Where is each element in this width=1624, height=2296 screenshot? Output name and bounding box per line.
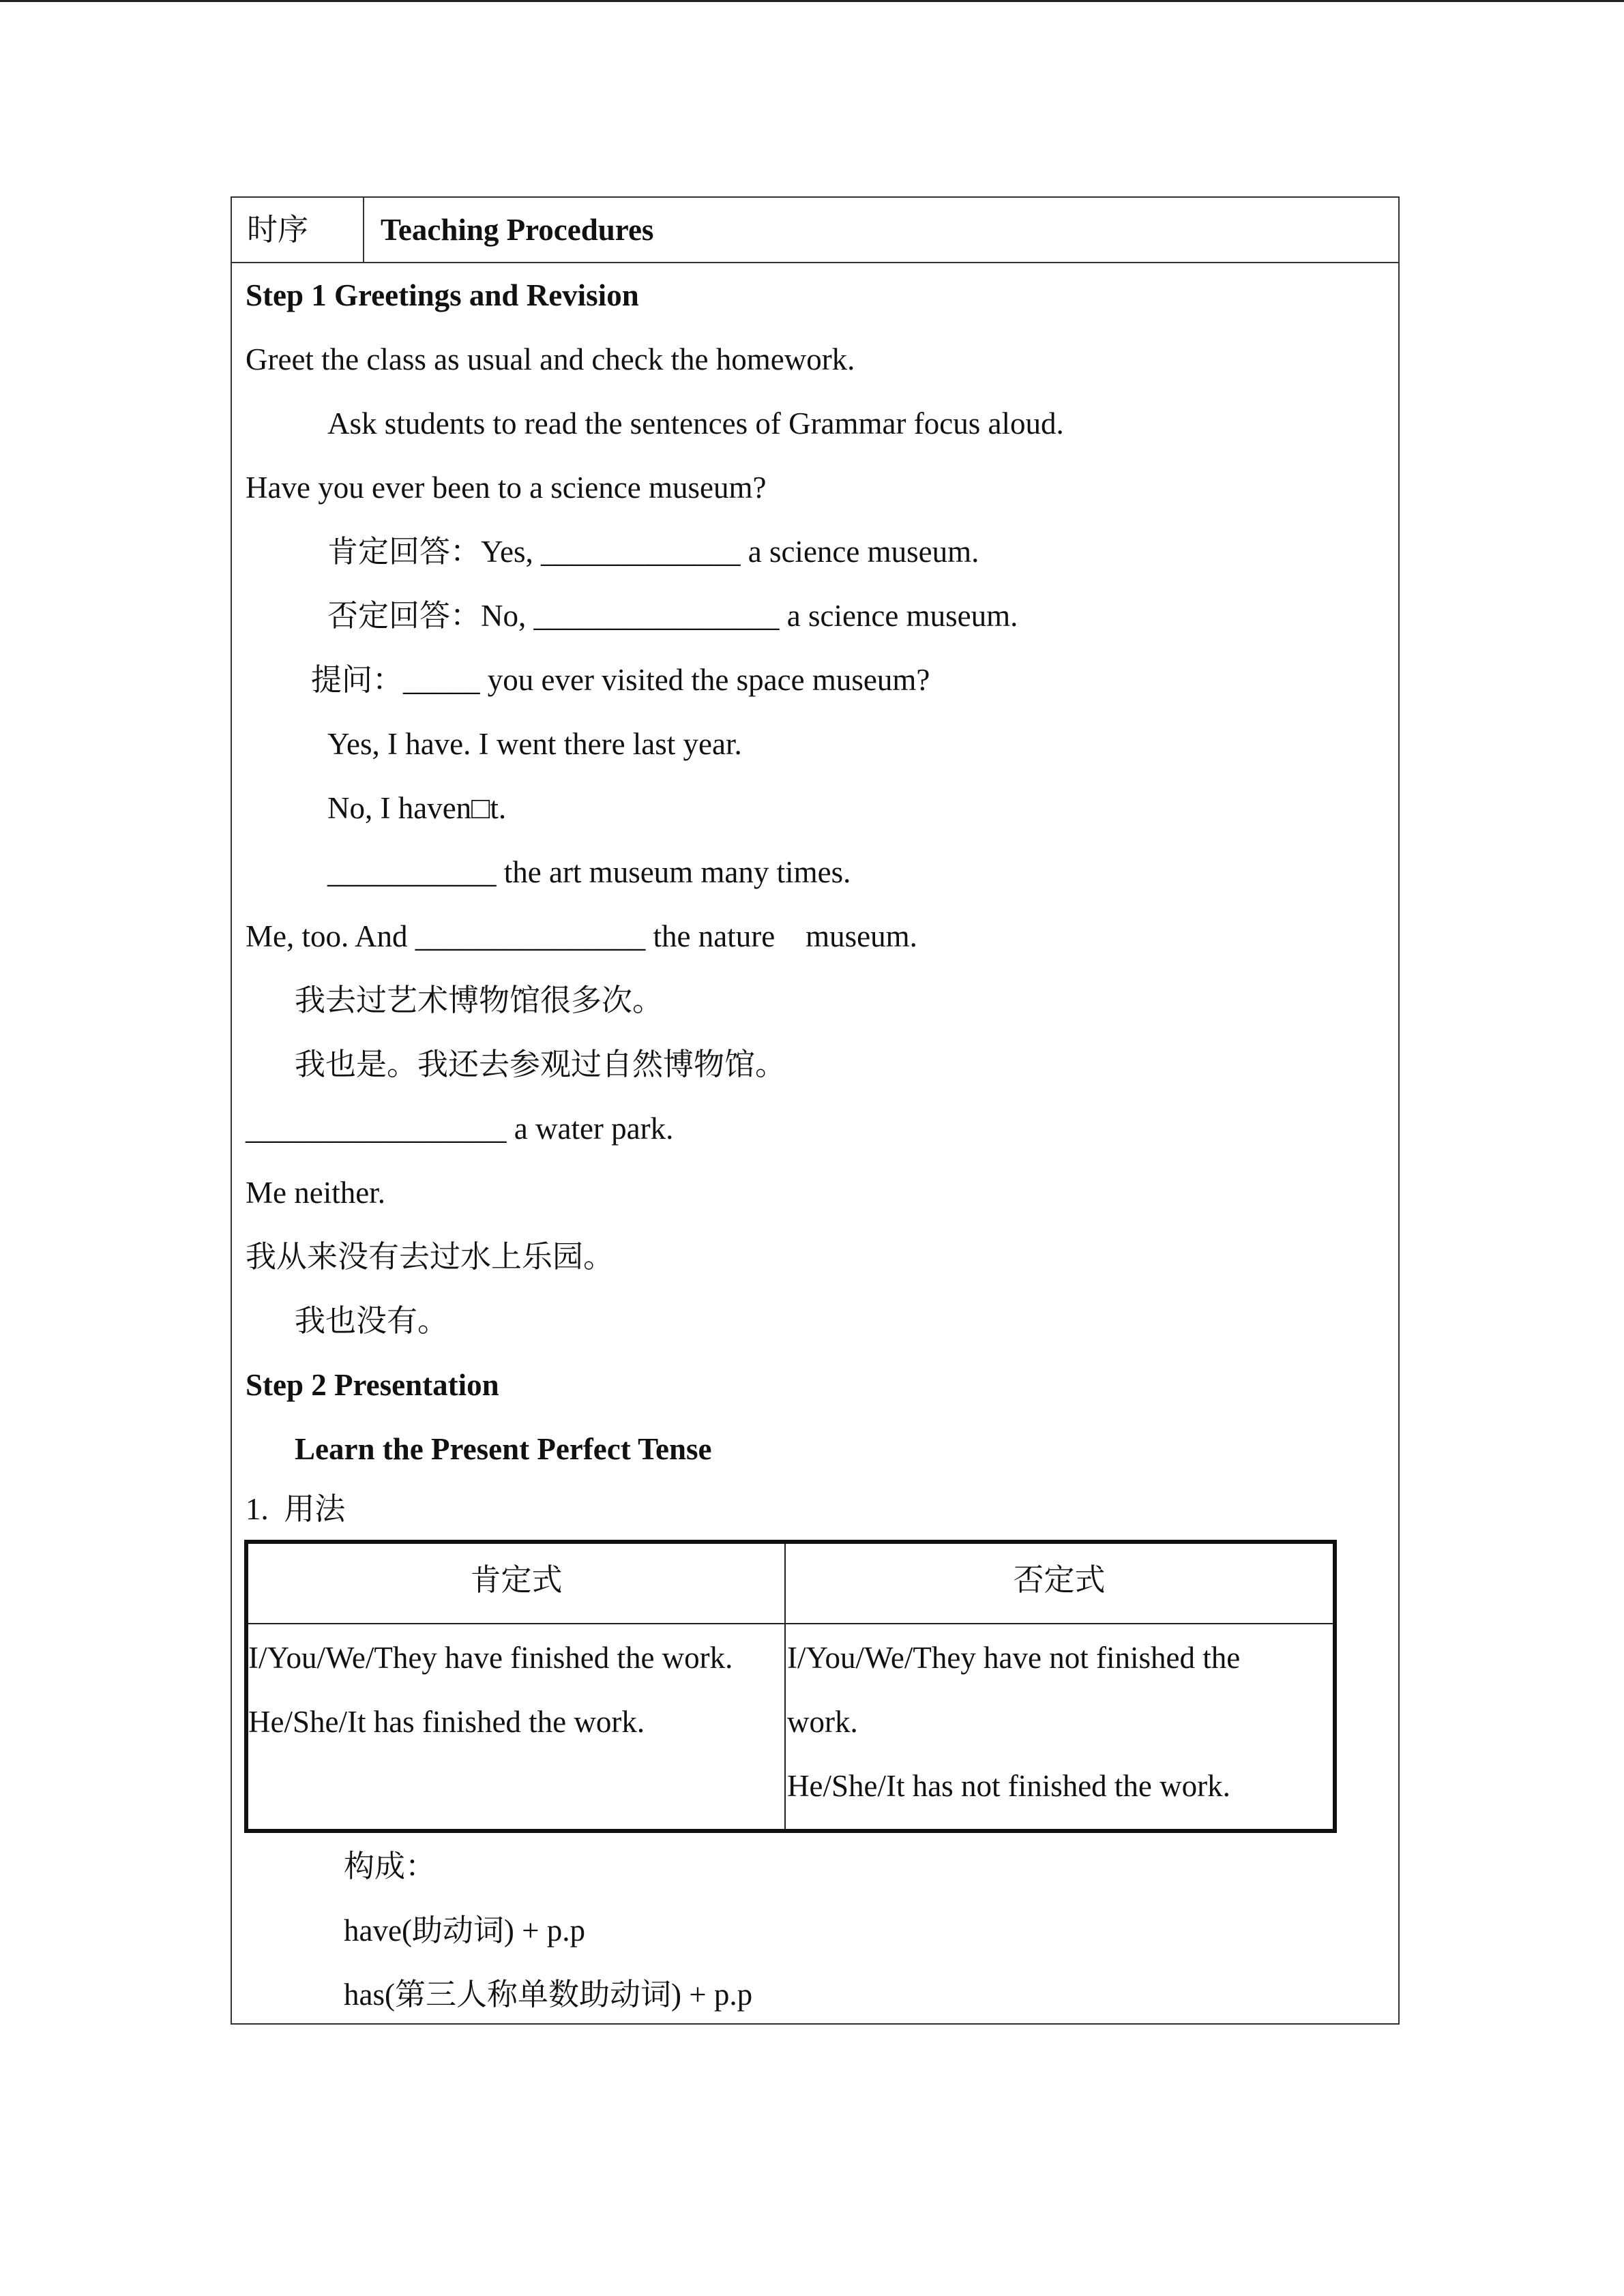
formation-line: has(第三人称单数助动词) + p.p — [344, 1978, 753, 2012]
formation-label: 构成： — [344, 1849, 437, 1883]
affirmative-line: I/You/We/They have finished the work. — [248, 1641, 733, 1675]
step2-subtitle: Learn the Present Perfect Tense — [295, 1432, 712, 1466]
text-line: 肯定回答：Yes, _____________ a science museum. — [327, 535, 979, 569]
tense-form-table — [244, 1540, 1337, 1833]
text-line: 否定回答：No, ________________ a science museum. — [327, 599, 1018, 633]
procedures-column-label: Teaching Procedures — [381, 213, 654, 247]
text-line: 提问：_____ you ever visited the space museum? — [311, 663, 930, 697]
text-line: 我也没有。 — [295, 1304, 449, 1338]
negative-line: He/She/It has not finished the work. — [787, 1769, 1230, 1803]
page-top-rule — [0, 0, 1624, 2]
negative-header: 否定式 — [1013, 1563, 1106, 1597]
text-line: Me, too. And _______________ the nature museum. — [246, 919, 917, 953]
text-line: _________________ a water park. — [246, 1112, 674, 1146]
negative-line: work. — [787, 1705, 858, 1739]
text-line: ___________ the art museum many times. — [327, 855, 851, 889]
time-column-label: 时序 — [247, 213, 309, 247]
text-line: Ask students to read the sentences of Grammar focus aloud. — [327, 406, 1064, 441]
text-line: Me neither. — [246, 1176, 385, 1210]
affirmative-line: He/She/It has finished the work. — [248, 1705, 645, 1739]
step1-title: Step 1 Greetings and Revision — [246, 278, 639, 312]
negative-line: I/You/We/They have not finished the — [787, 1641, 1241, 1675]
text-line: 我也是。我还去参观过自然博物馆。 — [295, 1047, 786, 1082]
table-header-row — [232, 198, 1398, 263]
text-line: 我去过艺术博物馆很多次。 — [295, 983, 664, 1017]
text-line: Greet the class as usual and check the homework. — [246, 342, 855, 376]
text-line: Have you ever been to a science museum? — [246, 471, 767, 505]
formation-line: have(助动词) + p.p — [344, 1913, 586, 1948]
text-line: 我从来没有去过水上乐园。 — [246, 1240, 615, 1274]
usage-label: 1. 用法 — [246, 1492, 346, 1526]
step2-title: Step 2 Presentation — [246, 1368, 499, 1402]
text-line: No, I haven□t. — [327, 791, 507, 825]
text-line: Yes, I have. I went there last year. — [327, 727, 742, 761]
time-column-header — [232, 198, 364, 262]
affirmative-header: 肯定式 — [470, 1563, 563, 1597]
